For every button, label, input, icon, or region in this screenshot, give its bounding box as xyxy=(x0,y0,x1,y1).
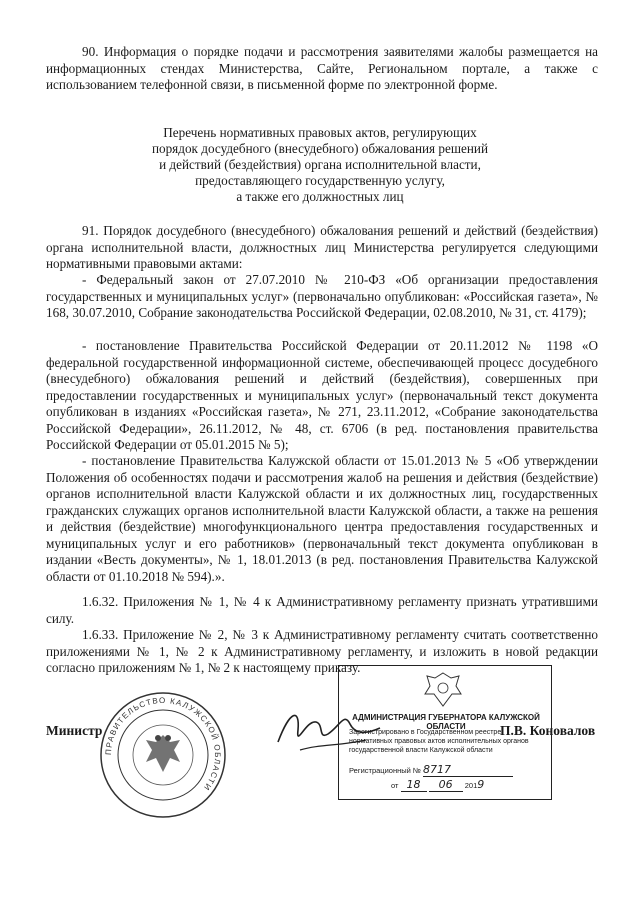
registration-date xyxy=(391,778,484,792)
paragraph-1-6-32: 1.6.32. Приложения № 1, № 4 к Административному регламенту признать утратившими силу. xyxy=(46,594,598,626)
coat-of-arms-icon xyxy=(419,670,467,710)
law-item-kaluga-5: - постановление Правительства Калужской области от 15.01.2013 № 5 «Об утверждении Положения об особенностях подачи и рассмотрения жалоб на решения и действия (бездействие) органов исполнительной власти Калужской области и их должностных лиц, государственных гражданских служащих органов исполнительной власти Калужской области, а также на решения и действия (бездействие) многофункционального центра предоставления государственных и муниципальных услуг и его работников» (первоначальный текст документа опубликован в издании «Весть документы», № 1, 18.01.2013 (в ред. постановления Правительства Калужской области от 01.10.2018 № 594).». xyxy=(46,453,598,584)
registration-label: Регистрационный № xyxy=(349,766,421,775)
registration-number-value: 8717 xyxy=(423,763,452,776)
paragraph-1-6-33: 1.6.33. Приложение № 2, № 3 к Административному регламенту считать соответственно приложениями № 1, № 2 к Административному регламенту, и изложить в новой редакции согласно приложениям № 1, № 2 к настоящему приказу. xyxy=(46,627,598,675)
list-title-line: порядок досудебного (внесудебного) обжалования решений xyxy=(151,141,489,156)
list-title-line: Перечень нормативных правовых актов, регулирующих xyxy=(163,125,477,140)
stamp-title: АДМИНИСТРАЦИЯ ГУБЕРНАТОРА КАЛУЖСКОЙ ОБЛАСТИ xyxy=(352,713,540,731)
regulations-list-title xyxy=(100,125,540,205)
law-item-federal-210fz: - Федеральный закон от 27.07.2010 № 210-ФЗ «Об организации предоставления государственных и муниципальных услуг» (первоначально опубликован: «Российская газета», № 168, 30.07.2010, Собрание законодательства Российской Федерации, 02.08.2010, № 31, ст. 4179); xyxy=(46,272,598,320)
law-item-government-1198: - постановление Правительства Российской Федерации от 20.11.2012 № 1198 «О федеральной государственной информационной системе, обеспечивающей процесс досудебного (внесудебного) обжалования решений и действий (бездействия), совершенных при предоставлении государственных и муниципальных услуг» (первоначальный текст документа опубликован в изданиях «Российская газета», № 271, 23.11.2012, «Собрание законодательства Российской Федерации», 26.11.2012, № 48, ст. 6706 (в ред. постановления правительства Российской Федерации от 05.01.2015 № 5); xyxy=(46,338,598,452)
official-seal xyxy=(98,690,228,820)
registration-number xyxy=(349,763,513,777)
date-day: 18 xyxy=(406,778,421,791)
minister-title: Министр xyxy=(46,723,103,738)
stamp-text: Зарегистрировано в Государственном реестре нормативных правовых актов исполнительных органов государственной власти Калужской области xyxy=(349,729,529,754)
eagle-emblem-icon xyxy=(146,735,180,772)
date-month: 06 xyxy=(438,778,453,791)
date-year-prefix: 201 xyxy=(464,781,478,790)
date-prefix: от xyxy=(391,781,399,790)
signatory-name: П.В. Коновалов xyxy=(500,723,596,738)
paragraph-91: 91. Порядок досудебного (внесудебного) обжалования решений и действий (бездействия) органа исполнительной власти, должностных лиц Министерства регулируется следующими нормативными правовыми актами: xyxy=(46,223,598,271)
date-year-suffix: 9 xyxy=(477,778,485,791)
list-title-line: и действий (бездействия) органа исполнительной власти, xyxy=(159,157,481,172)
registration-stamp xyxy=(338,665,552,800)
seal-text: ПРАВИТЕЛЬСТВО КАЛУЖСКОЙ ОБЛАСТИ xyxy=(103,695,223,793)
paragraph-90: 90. Информация о порядке подачи и рассмотрения заявителями жалобы размещается на информационных стендах Министерства, Сайте, Региональном портале, а также с использованием телефонной связи, в письменной форме по электронной форме. xyxy=(46,44,598,92)
list-title-line: предоставляющего государственную услугу, xyxy=(195,173,445,188)
list-title-line: а также его должностных лиц xyxy=(236,189,404,204)
